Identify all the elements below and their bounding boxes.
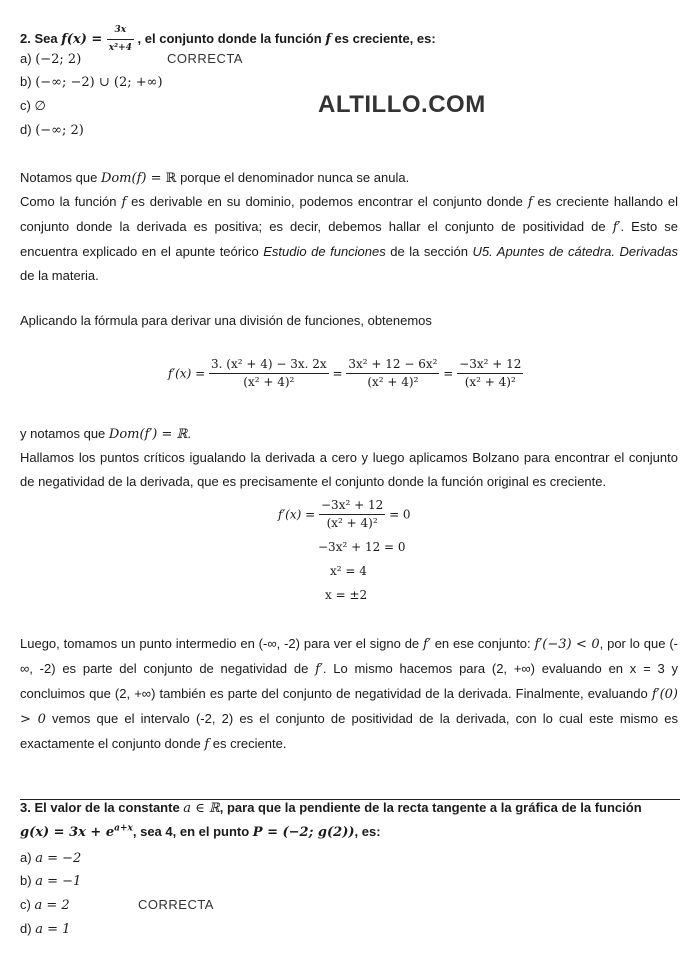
q3-option-b <box>20 873 81 889</box>
text: . Esto se encuentra explicado en el apunte teórico <box>20 219 678 259</box>
solution-paragraph-formula-intro: Aplicando la fórmula para derivar una división de funciones, obtenemos <box>20 313 432 328</box>
q2-fraction-denominator: x²+4 <box>108 43 132 53</box>
option-letter: c) <box>20 98 31 113</box>
reference-title: Estudio de funciones <box>263 244 386 259</box>
option-letter: a) <box>20 850 32 865</box>
eq-lhs: f′(x) = <box>278 507 316 522</box>
q3-option-c <box>20 897 70 913</box>
option-letter: d) <box>20 921 32 936</box>
math-sign-test: f′(0) > 0 <box>20 687 678 727</box>
q2-option-c <box>20 98 46 114</box>
q2-option-a <box>20 51 81 67</box>
text: . Lo mismo hacemos para (2, +∞) evaluando en x = 3 y concluimos que (2, +∞) también es parte del conjunto de negatividad de la derivada. Finalmente, evaluando <box>20 661 678 701</box>
q2-function-lhs: f(x) = <box>61 31 107 47</box>
text: vemos que el intervalo (-2, 2) es el conjunto de positividad de la derivada, con lo cual este mismo es exactamente el conjunto donde <box>20 711 678 751</box>
math-g-function: g(x) = 3x + <box>20 825 106 840</box>
q2-option-b <box>20 74 163 90</box>
text: es creciente hallando el conjunto donde la derivada es positiva; es decir, debemos hallar el conjunto de positividad de <box>20 194 679 234</box>
text: es derivable en su dominio, podemos encontrar el conjunto donde <box>126 194 528 209</box>
math-sign-test: f′(−3) < 0 <box>534 637 600 652</box>
text: , para que la pendiente de la recta tangente a la gráfica de la función <box>219 800 642 815</box>
math-domain: Dom(f) = <box>100 171 166 186</box>
q2-title-suffix: , el conjunto donde la función <box>133 30 326 46</box>
equation-step-2: −3x² + 12 = 0 <box>318 540 406 554</box>
q2-title-prefix: 2. Sea <box>20 30 62 46</box>
q3-option-d <box>20 921 70 937</box>
q3-correct-label: CORRECTA <box>138 897 214 912</box>
text: , es: <box>354 824 381 839</box>
eq-fraction-3 <box>457 356 523 391</box>
option-value: (−∞; −2) ∪ (2; +∞) <box>35 75 163 90</box>
eq-lhs: f′(x) = <box>168 366 206 381</box>
text: de la sección <box>385 244 473 259</box>
option-letter: d) <box>20 122 32 137</box>
option-value: ∅ <box>34 99 46 114</box>
math-exponent: a+x <box>114 823 133 834</box>
critical-points-equation <box>278 497 411 532</box>
math-reals: ℝ <box>165 171 177 186</box>
text: porque el denominador nunca se anula. <box>176 170 410 185</box>
text: , por lo que (-∞, -2) es parte del conjunto de negatividad de <box>20 636 679 676</box>
fraction-denominator: (x² + 4)² <box>464 375 516 389</box>
option-letter: b) <box>20 74 32 89</box>
option-value: (−2; 2) <box>35 52 82 67</box>
question-3-title-line-1 <box>20 800 642 816</box>
question-3-title-line-2 <box>20 824 381 840</box>
equals-sign: = <box>443 366 454 381</box>
solution-paragraph-critical-points: Hallamos los puntos críticos igualando la derivada a cero y luego aplicamos Bolzano para encontrar el conjunto de negatividad de la derivada, que es precisamente el conjunto donde la función original es creciente. <box>20 450 678 489</box>
math-f-prime: f′ <box>423 637 431 652</box>
math-f: f <box>121 195 127 210</box>
fraction-numerator: −3x² + 12 <box>319 497 385 515</box>
math-f: f <box>527 195 533 210</box>
text: , sea 4, en el punto <box>132 824 253 839</box>
fraction-numerator: −3x² + 12 <box>457 356 523 374</box>
math-f-prime: f′ <box>612 220 621 235</box>
q2-fraction-numerator: 3x <box>107 22 134 40</box>
option-value: (−∞; 2) <box>35 123 84 138</box>
fraction-numerator: 3. (x² + 4) − 3x. 2x <box>209 356 329 374</box>
q2-title-end: es creciente, es: <box>330 30 436 46</box>
fraction-denominator: (x² + 4)² <box>367 375 419 389</box>
text: 3. El valor de la constante <box>20 800 184 815</box>
equation-step-4: x = ±2 <box>325 588 368 602</box>
eq-fraction <box>319 497 385 532</box>
q3-option-a <box>20 850 81 866</box>
eq-fraction-1 <box>209 356 329 391</box>
math-f: f <box>204 737 210 752</box>
option-letter: b) <box>20 873 32 888</box>
fraction-denominator: (x² + 4)² <box>326 516 378 530</box>
solution-paragraph-derivable <box>20 190 678 288</box>
fraction-numerator: 3x² + 12 − 6x² <box>346 356 439 374</box>
math-e: e <box>105 825 115 840</box>
option-letter: a) <box>20 51 32 66</box>
solution-paragraph-domain <box>20 166 678 191</box>
q2-correct-label: CORRECTA <box>167 51 243 66</box>
math-point-p: P = (−2; g(2)) <box>252 825 355 840</box>
option-value: a = −1 <box>35 874 82 889</box>
solution-paragraph-conclusion <box>20 632 678 757</box>
eq-rhs: = 0 <box>389 507 411 522</box>
text: Como la función <box>20 194 122 209</box>
text: Luego, tomamos un punto intermedio en (-∞, -2) para ver el signo de <box>20 636 424 651</box>
q2-function-fraction <box>107 22 134 57</box>
math-f-prime: f′ <box>315 662 323 677</box>
math-a-in-reals: a ∈ ℝ <box>183 801 220 816</box>
option-value: a = 2 <box>34 898 70 913</box>
derivative-equation <box>168 356 523 391</box>
fraction-denominator: (x² + 4)² <box>243 375 295 389</box>
option-letter: c) <box>20 897 31 912</box>
text: Notamos que <box>20 170 101 185</box>
q2-option-d <box>20 122 84 138</box>
equals-sign: = <box>332 366 343 381</box>
text: en ese conjunto: <box>430 636 535 651</box>
math-domain-derivative: Dom(f′) = ℝ <box>108 427 188 442</box>
text: y notamos que <box>20 426 109 441</box>
text: . <box>187 426 191 441</box>
option-value: a = −2 <box>35 851 82 866</box>
equation-step-3: x² = 4 <box>330 564 367 578</box>
option-value: a = 1 <box>35 922 71 937</box>
solution-paragraph-domain-derivative <box>20 422 678 447</box>
text: es creciente. <box>209 736 287 751</box>
q2-f-symbol: f <box>325 31 331 47</box>
text: de la materia. <box>20 268 99 283</box>
eq-fraction-2 <box>346 356 439 391</box>
watermark-logo: ALTILLO.COM <box>318 91 486 118</box>
reference-section: U5. Apuntes de cátedra. Derivadas <box>472 244 678 259</box>
